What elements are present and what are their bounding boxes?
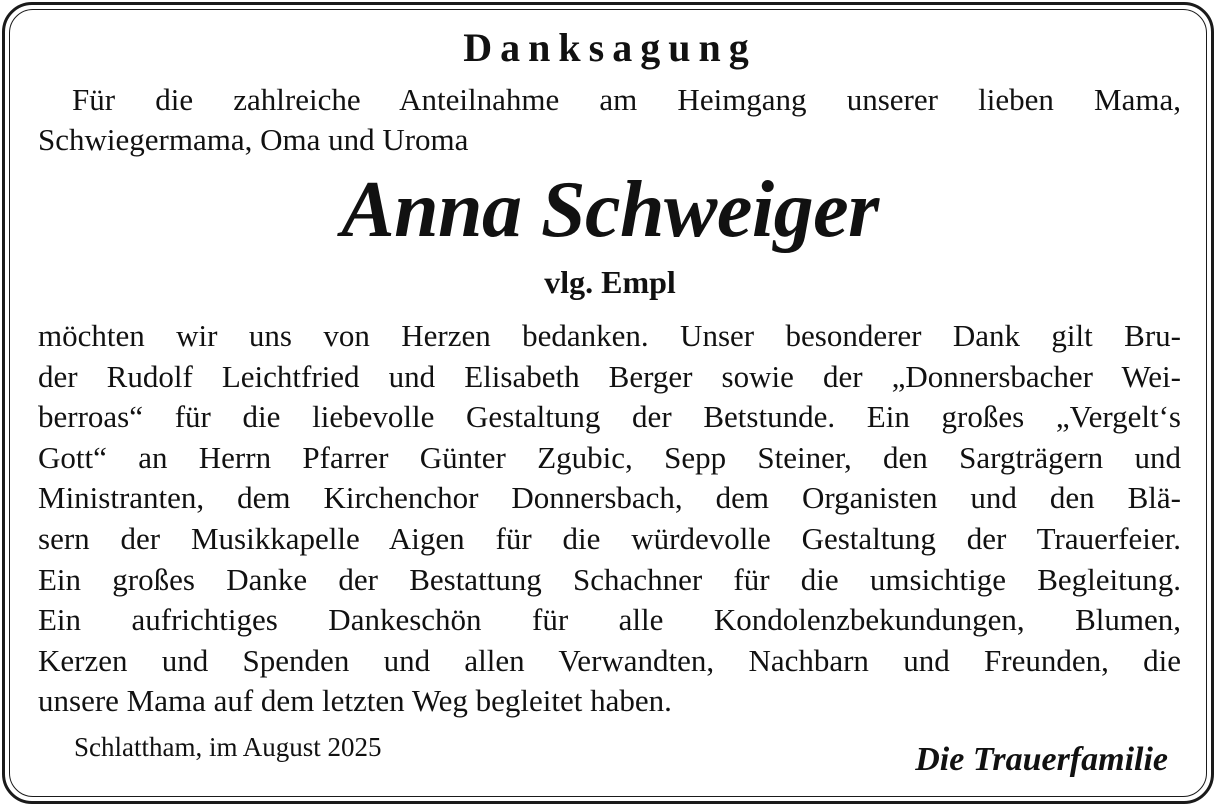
- house-name: vlg. Empl: [544, 264, 676, 300]
- body-line: Ein aufrichtiges Dankeschön für alle Kondolenzbekundungen, Blumen,: [38, 602, 1181, 638]
- body-line: Ministranten, dem Kirchenchor Donnersbach, dem Organisten und den Blä-: [38, 480, 1181, 516]
- body-line: der Rudolf Leichtfried und Elisabeth Berger sowie der „Donnersbacher Wei-: [38, 358, 1181, 394]
- deceased-name: Anna Schweiger: [341, 166, 879, 254]
- body-line: Gott“ an Herrn Pfarrer Günter Zgubic, Sepp Steiner, den Sargträgern und: [38, 439, 1181, 475]
- intro-paragraph: [38, 80, 1181, 160]
- signature: Die Trauerfamilie: [915, 741, 1168, 778]
- intro-line-1: Für die zahlreiche Anteilnahme am Heimgang unserer lieben Mama,: [72, 82, 1181, 117]
- body-line: unsere Mama auf dem letzten Weg begleitet haben.: [38, 683, 672, 719]
- body-line: möchten wir uns von Herzen bedanken. Unser besonderer Dank gilt Bru-: [38, 318, 1181, 353]
- place-date: Schlattham, im August 2025: [74, 732, 382, 762]
- intro-line-2: Schwiegermama, Oma und Uroma: [38, 122, 469, 157]
- body-line: Ein großes Danke der Bestattung Schachner für die umsichtige Begleitung.: [38, 561, 1181, 597]
- body-line: sern der Musikkapelle Aigen für die würdevolle Gestaltung der Trauerfeier.: [38, 520, 1181, 556]
- body-paragraph: [38, 316, 1181, 722]
- body-line: berroas“ für die liebevolle Gestaltung der Betstunde. Ein großes „Vergelt‘s: [38, 399, 1181, 435]
- notice-heading: Danksagung: [463, 25, 757, 70]
- body-line: Kerzen und Spenden und allen Verwandten, Nachbarn und Freunden, die: [38, 642, 1181, 678]
